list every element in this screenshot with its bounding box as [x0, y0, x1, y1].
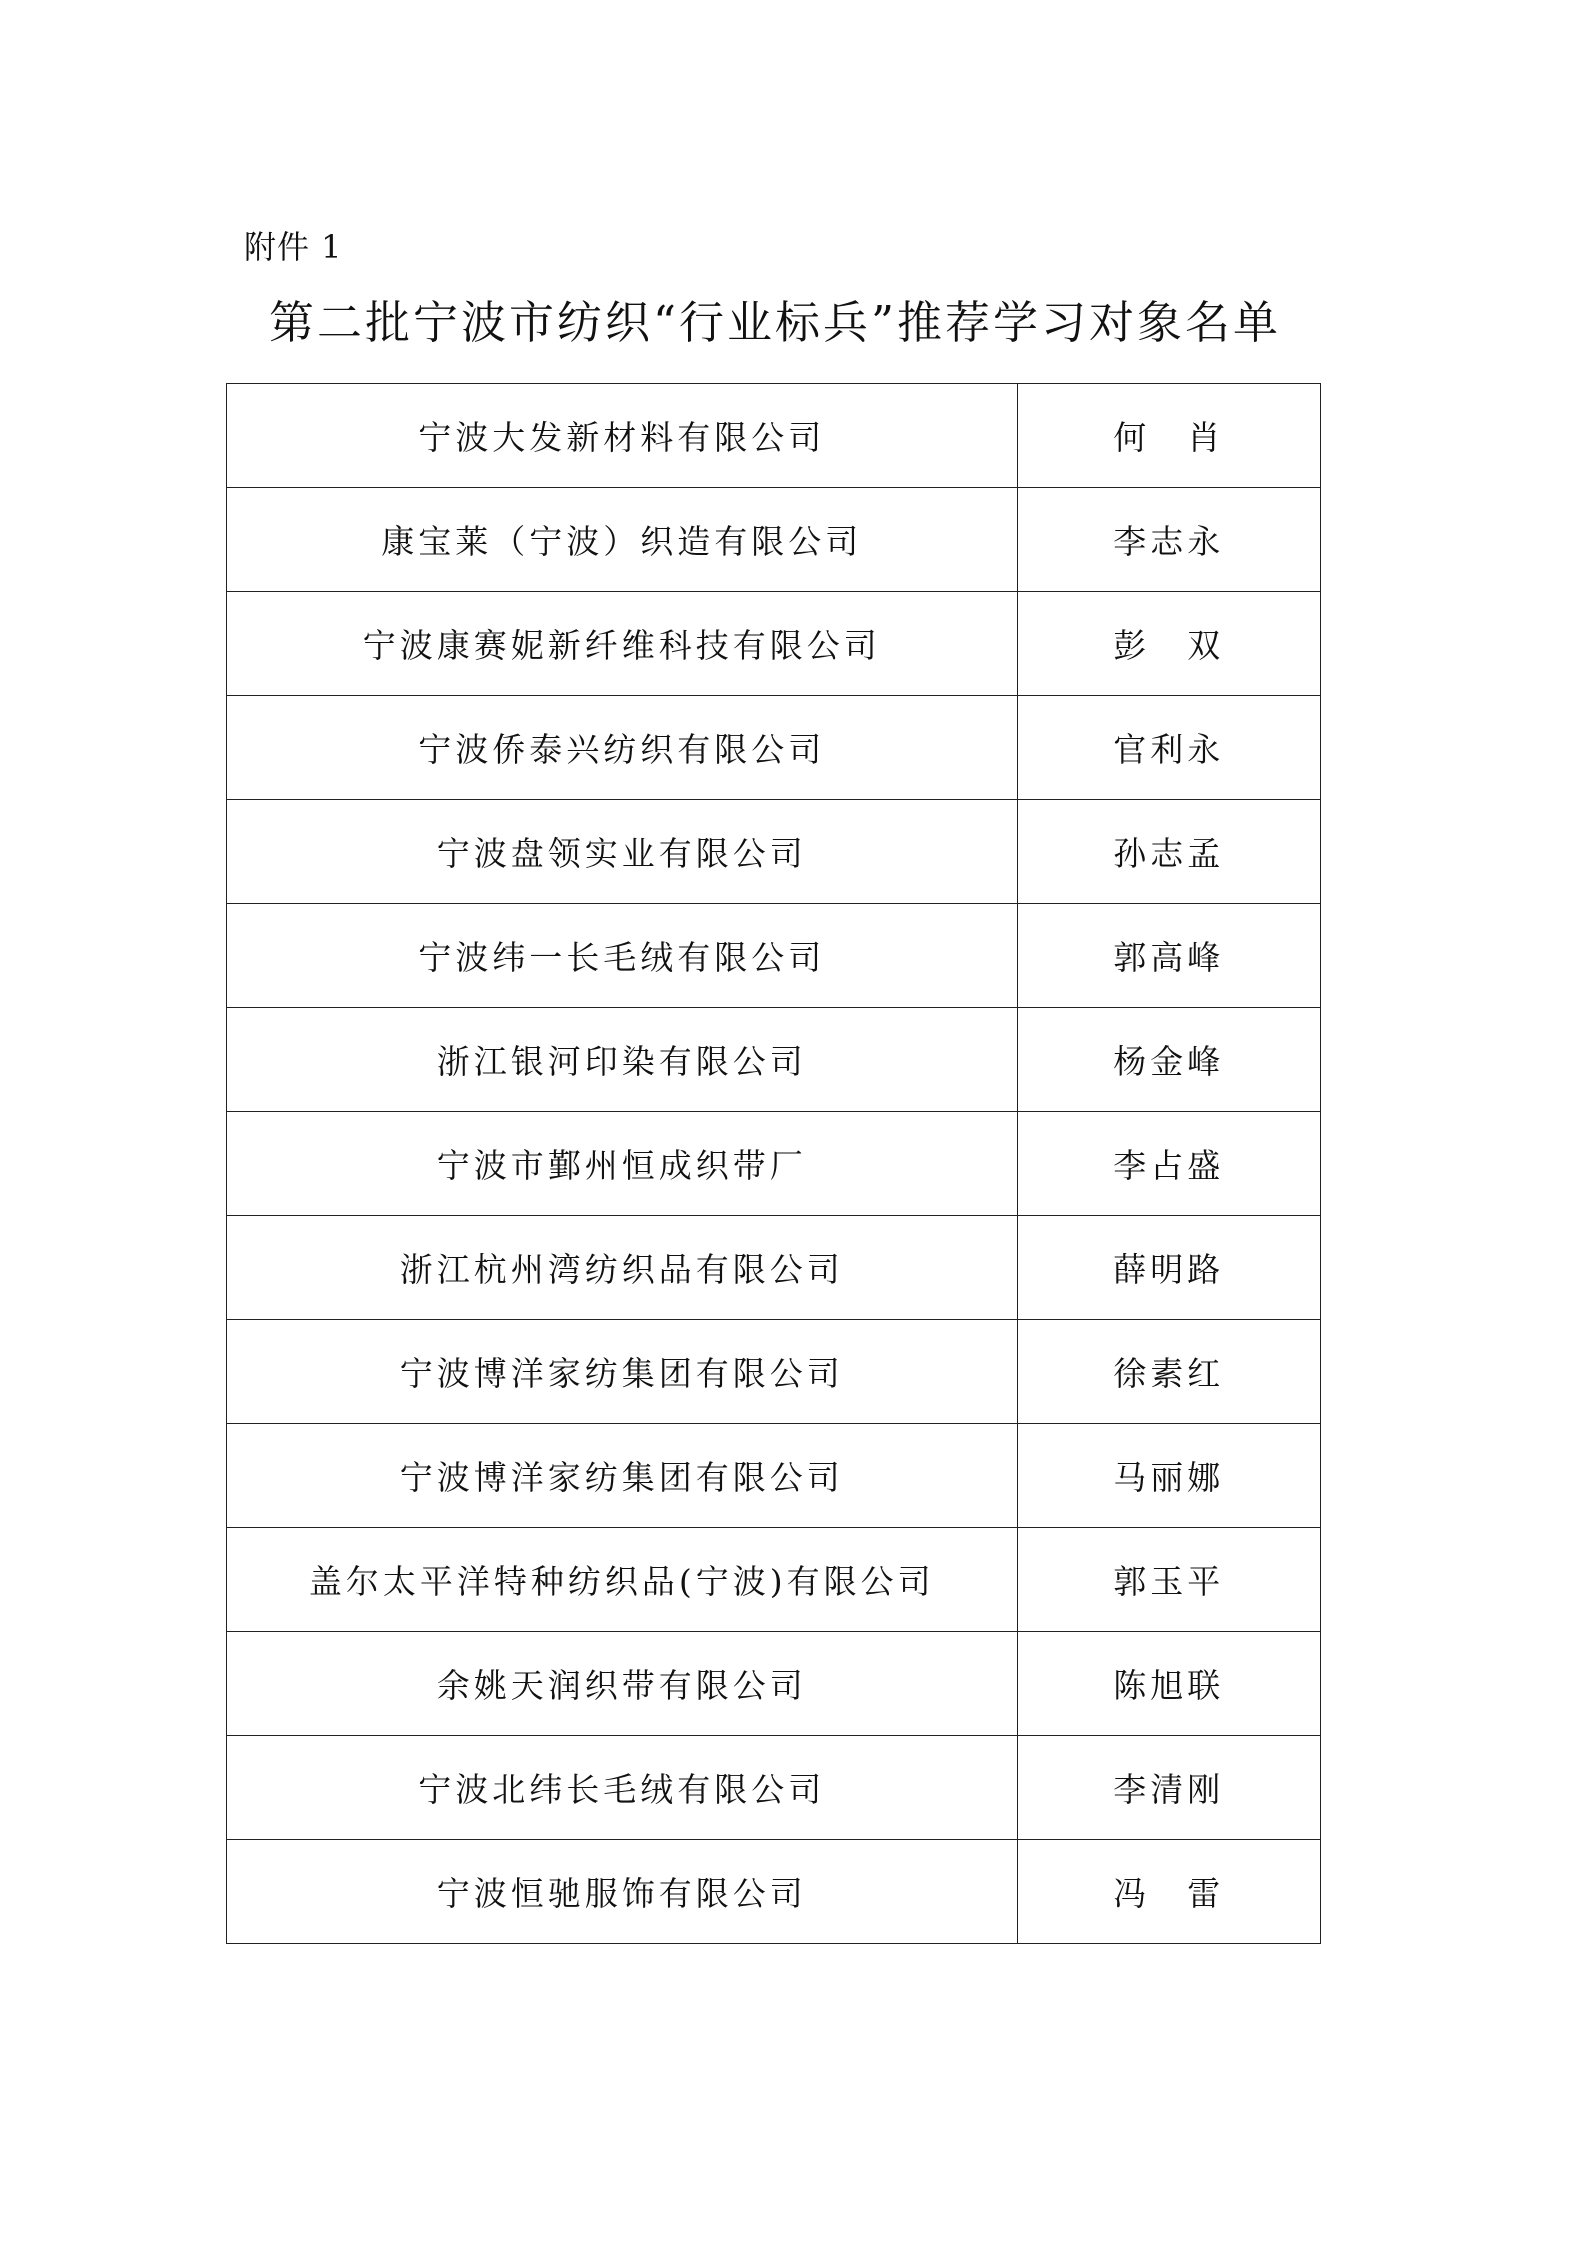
- company-cell: 浙江银河印染有限公司: [227, 1008, 1018, 1112]
- document-title: 第二批宁波市纺织“行业标兵”推荐学习对象名单: [268, 296, 1281, 349]
- company-cell: 余姚天润织带有限公司: [227, 1632, 1018, 1736]
- company-cell: 宁波市鄞州恒成织带厂: [227, 1112, 1018, 1216]
- person-name-cell: 薛明路: [1017, 1216, 1320, 1320]
- table-row: [227, 488, 1321, 592]
- person-name-cell: 李占盛: [1017, 1112, 1320, 1216]
- company-cell: 宁波北纬长毛绒有限公司: [227, 1736, 1018, 1840]
- person-name-cell: 冯 雷: [1017, 1840, 1320, 1944]
- table-row: [227, 1216, 1321, 1320]
- company-cell: 宁波侨泰兴纺织有限公司: [227, 696, 1018, 800]
- company-cell: 浙江杭州湾纺织品有限公司: [227, 1216, 1018, 1320]
- person-name-cell: 官利永: [1017, 696, 1320, 800]
- table-row: [227, 1112, 1321, 1216]
- person-name-cell: 李清刚: [1017, 1736, 1320, 1840]
- table-row: [227, 384, 1321, 488]
- attachment-label: 附件 1: [244, 228, 343, 266]
- table-row: [227, 1528, 1321, 1632]
- person-name-cell: 彭 双: [1017, 592, 1320, 696]
- company-cell: 宁波纬一长毛绒有限公司: [227, 904, 1018, 1008]
- company-cell: 宁波博洋家纺集团有限公司: [227, 1424, 1018, 1528]
- person-name-cell: 郭玉平: [1017, 1528, 1320, 1632]
- table-row: [227, 904, 1321, 1008]
- recommendation-table: [226, 383, 1321, 1944]
- person-name-cell: 杨金峰: [1017, 1008, 1320, 1112]
- person-name-cell: 徐素红: [1017, 1320, 1320, 1424]
- company-cell: 盖尔太平洋特种纺织品(宁波)有限公司: [227, 1528, 1018, 1632]
- company-cell: 宁波大发新材料有限公司: [227, 384, 1018, 488]
- person-name-cell: 马丽娜: [1017, 1424, 1320, 1528]
- table-row: [227, 1008, 1321, 1112]
- company-cell: 康宝莱（宁波）织造有限公司: [227, 488, 1018, 592]
- person-name-cell: 陈旭联: [1017, 1632, 1320, 1736]
- table-row: [227, 696, 1321, 800]
- person-name-cell: 郭高峰: [1017, 904, 1320, 1008]
- company-cell: 宁波博洋家纺集团有限公司: [227, 1320, 1018, 1424]
- person-name-cell: 李志永: [1017, 488, 1320, 592]
- company-cell: 宁波盘领实业有限公司: [227, 800, 1018, 904]
- table-row: [227, 1320, 1321, 1424]
- table-row: [227, 800, 1321, 904]
- company-cell: 宁波恒驰服饰有限公司: [227, 1840, 1018, 1944]
- table-row: [227, 1632, 1321, 1736]
- table-row: [227, 1424, 1321, 1528]
- table-row: [227, 1840, 1321, 1944]
- person-name-cell: 何 肖: [1017, 384, 1320, 488]
- table-row: [227, 1736, 1321, 1840]
- person-name-cell: 孙志孟: [1017, 800, 1320, 904]
- table-row: [227, 592, 1321, 696]
- company-cell: 宁波康赛妮新纤维科技有限公司: [227, 592, 1018, 696]
